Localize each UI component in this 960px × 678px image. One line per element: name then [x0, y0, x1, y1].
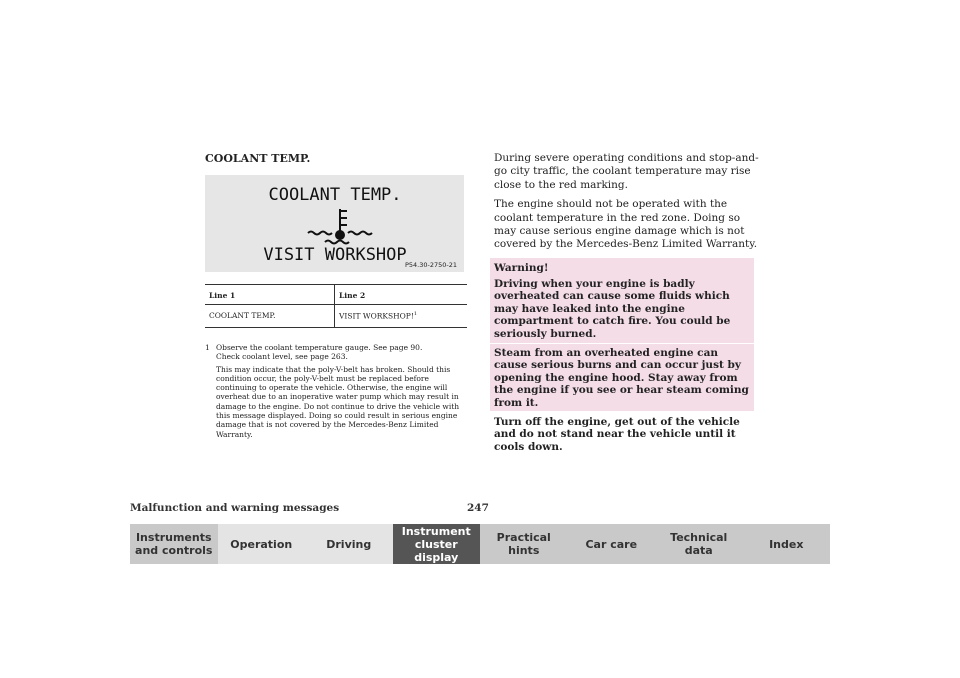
page-section-title: Malfunction and warning messages [130, 502, 340, 514]
table-cell-line1: COOLANT TEMP. [205, 305, 335, 327]
body-text [494, 152, 764, 258]
tab-index[interactable]: Index [743, 524, 831, 564]
footnote-number: 1 [205, 343, 210, 352]
tab-technical-data[interactable]: Technical data [655, 524, 743, 564]
footnote-body [216, 343, 470, 442]
tab-instrument-cluster-display[interactable]: Instrument cluster display [393, 524, 481, 564]
footnote-paragraph: This may indicate that the poly-V-belt has broken. Should this condition occur, the poly-V-belt must be replaced before continuing to operate the vehicle. Otherwise, the engine will overheat due to an inoperative water pump which may result in damage to the engine. Do not continue to drive the vehicle with this message displayed. Doing so could result in serious engine damage that is not covered by the Mercedes-Benz Limited Warranty. [216, 364, 460, 439]
section-heading: COOLANT TEMP. [205, 152, 311, 165]
table-cell-line2-text: VISIT WORKSHOP! [339, 311, 414, 321]
warning-paragraph-3: Turn off the engine, get out of the vehicle and do not stand near the vehicle until it cools down. [494, 415, 740, 453]
page-number: 247 [467, 502, 489, 514]
table-cell-line2 [335, 305, 467, 327]
tab-driving[interactable]: Driving [305, 524, 393, 564]
warning-divider [490, 343, 754, 344]
body-paragraph-1: During severe operating conditions and stop-and-go city traffic, the coolant temperature may rise close to the red marking. [494, 152, 759, 191]
warning-paragraph-2: Steam from an overheated engine can cause serious burns and can occur just by opening the engine hood. Stay away from the engine if you see or hear steam coming from it. [494, 346, 749, 409]
table-row [205, 305, 467, 328]
footnote-line-a: Observe the coolant temperature gauge. See page 90. [216, 343, 423, 352]
lcd-display-illustration [205, 175, 464, 272]
tab-car-care[interactable]: Car care [568, 524, 656, 564]
footnote-row [205, 343, 470, 442]
chapter-nav [130, 524, 830, 564]
lcd-line2: VISIT WORKSHOP [263, 245, 407, 265]
warning-title: Warning! [494, 262, 549, 274]
warning-divider [490, 412, 754, 413]
figure-code: P54.30-2750-21 [404, 261, 457, 269]
footnote [205, 343, 470, 442]
lcd-line1: COOLANT TEMP. [268, 185, 402, 205]
coolant-temp-icon [308, 209, 372, 244]
warning-box [490, 258, 754, 453]
tab-practical-hints[interactable]: Practical hints [480, 524, 568, 564]
table-header-line2: Line 2 [339, 291, 366, 300]
table-header-line1: Line 1 [205, 285, 335, 304]
tab-operation[interactable]: Operation [218, 524, 306, 564]
message-table [205, 284, 467, 328]
warning-paragraph-1: Driving when your engine is badly overheated can cause some fluids which may have leaked into the engine compartment to catch fire. You could be seriously burned. [494, 277, 731, 340]
table-header-row [205, 284, 467, 305]
lcd-display-svg [205, 175, 464, 272]
tab-instruments-and-controls[interactable]: Instruments and controls [130, 524, 218, 564]
footnote-line-b: Check coolant level, see page 263. [216, 352, 348, 362]
body-paragraph-2: The engine should not be operated with the coolant temperature in the red zone. Doing so may cause serious engine damage which is not covered by the Mercedes-Benz Limited Warranty. [494, 198, 758, 251]
footnote-ref: 1 [413, 311, 418, 317]
